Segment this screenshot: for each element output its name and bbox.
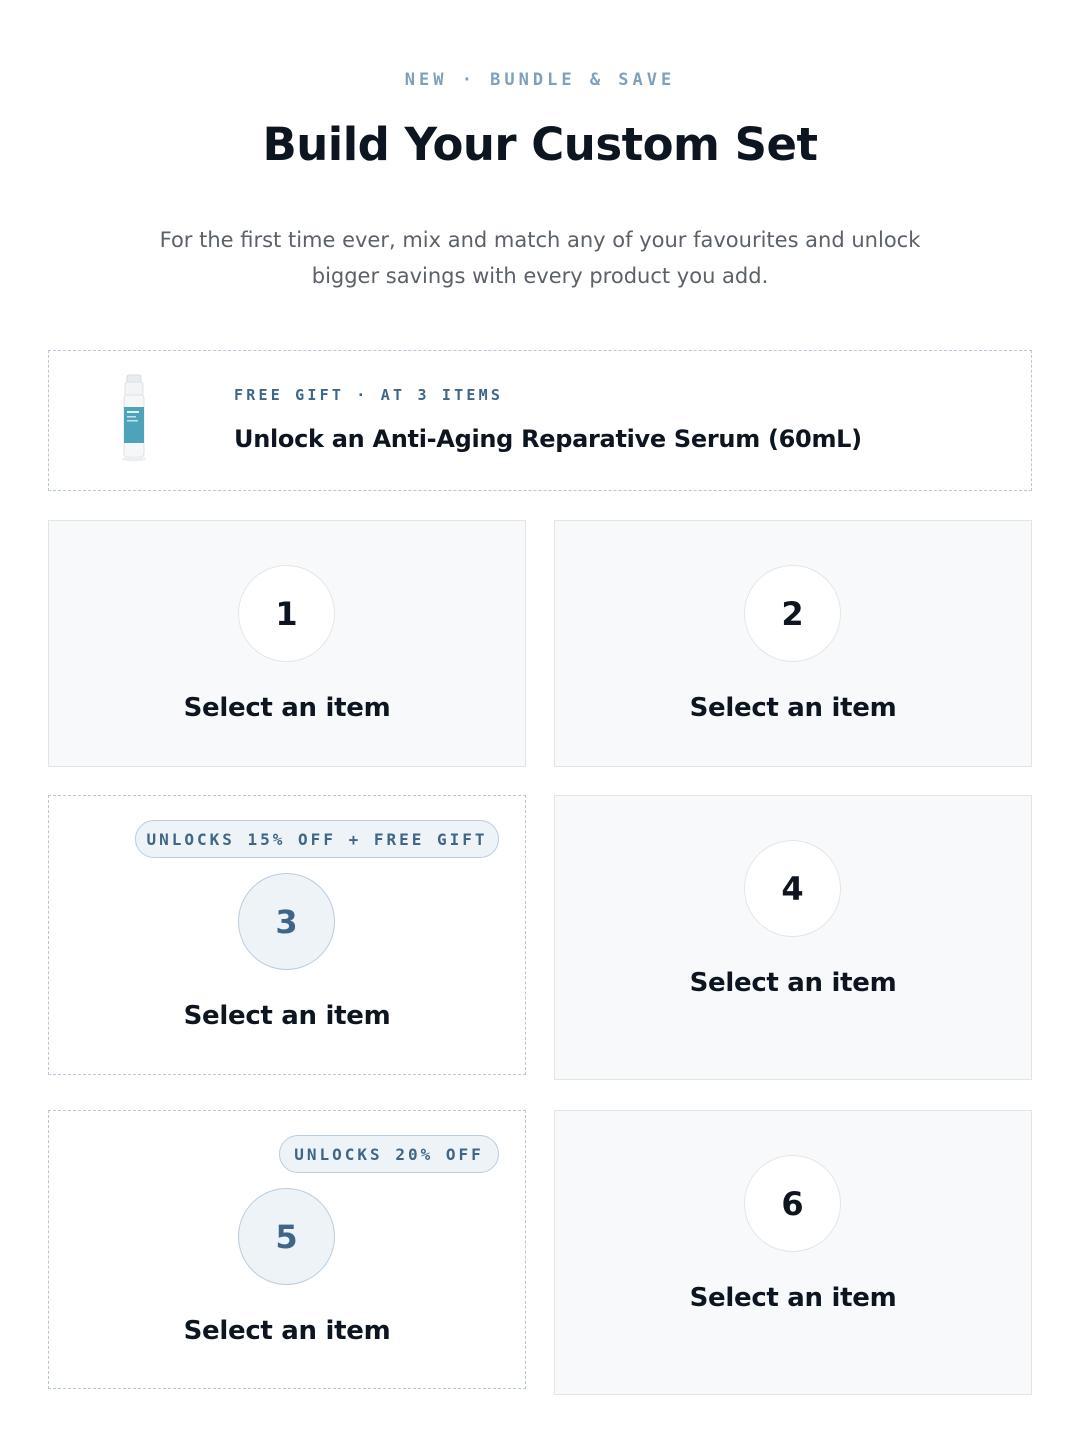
- slot-label: Select an item: [183, 1001, 391, 1031]
- slot-label: Select an item: [689, 968, 897, 998]
- slot-number: 3: [238, 873, 335, 970]
- discount-badge: UNLOCKS 20% OFF: [279, 1135, 499, 1173]
- free-gift-banner: [48, 350, 1032, 491]
- page-title: Build Your Custom Set: [262, 118, 818, 171]
- bundle-slot-6[interactable]: [554, 1110, 1032, 1395]
- bundle-slot-1[interactable]: [48, 520, 526, 767]
- bundle-slot-3[interactable]: [48, 795, 526, 1075]
- slot-label: Select an item: [183, 1316, 391, 1346]
- free-gift-eyebrow: FREE GIFT · AT 3 ITEMS: [234, 386, 504, 404]
- bundle-slot-5[interactable]: [48, 1110, 526, 1389]
- page-subtitle: For the first time ever, mix and match any of your favourites and unlock bigger savings with every product you add.: [159, 228, 921, 288]
- bundle-slot-2[interactable]: [554, 520, 1032, 767]
- slot-number: 5: [238, 1188, 335, 1285]
- eyebrow-label: NEW · BUNDLE & SAVE: [404, 70, 676, 90]
- slot-label: Select an item: [689, 1283, 897, 1313]
- free-gift-text: Unlock an Anti-Aging Reparative Serum (60mL): [234, 425, 862, 453]
- slot-number: 2: [744, 565, 841, 662]
- slot-number: 6: [744, 1155, 841, 1252]
- slot-number: 4: [744, 840, 841, 937]
- slot-number: 1: [238, 565, 335, 662]
- slot-label: Select an item: [689, 693, 897, 723]
- discount-badge: UNLOCKS 15% OFF + FREE GIFT: [135, 820, 499, 858]
- serum-bottle-image: [115, 373, 153, 465]
- slot-label: Select an item: [183, 693, 391, 723]
- bundle-slot-4[interactable]: [554, 795, 1032, 1080]
